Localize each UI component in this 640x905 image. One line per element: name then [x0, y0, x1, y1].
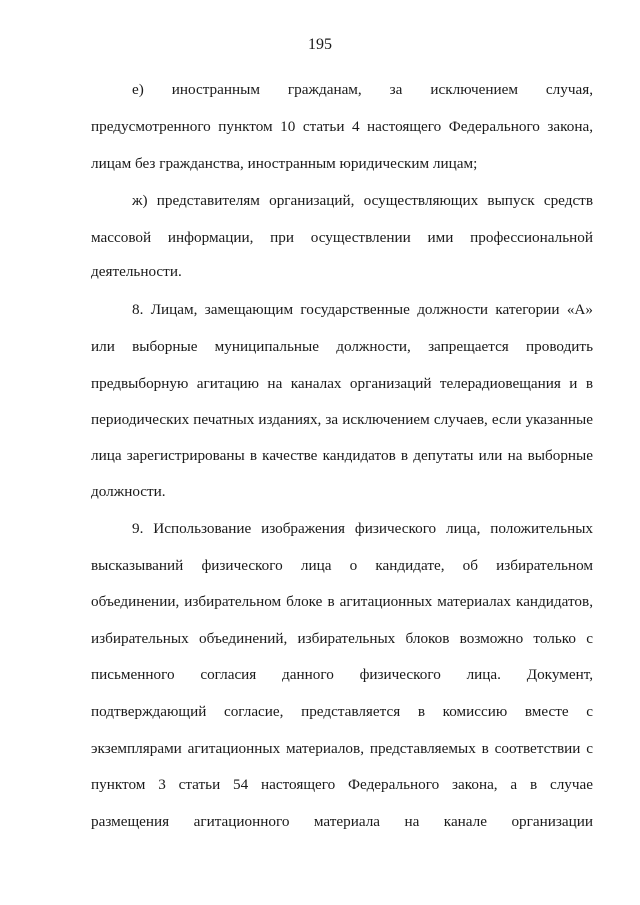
text-line: объединении, избирательном блоке в агитационных материалах кандидатов, — [91, 593, 593, 610]
text-line: экземплярами агитационных материалов, представляемых в соответствии с — [91, 740, 593, 757]
text-line: пунктом 3 статьи 54 настоящего Федерального закона, а в случае — [91, 776, 593, 793]
text-line: или выборные муниципальные должности, запрещается проводить — [91, 338, 593, 355]
text-line: высказываний физического лица о кандидате, об избирательном — [91, 557, 593, 574]
text-line: лицам без гражданства, иностранным юридическим лицам; — [91, 155, 478, 172]
text-line: е) иностранным гражданам, за исключением случая, — [132, 81, 593, 98]
page-number: 195 — [308, 36, 332, 53]
text-line: деятельности. — [91, 263, 182, 280]
text-line: письменного согласия данного физического лица. Документ, — [91, 666, 593, 683]
text-line: периодических печатных изданиях, за исключением случаев, если указанные — [91, 411, 593, 428]
text-line: предусмотренного пунктом 10 статьи 4 настоящего Федерального закона, — [91, 118, 593, 135]
text-line: избирательных объединений, избирательных блоков возможно только с — [91, 630, 593, 647]
text-line: лица зарегистрированы в качестве кандидатов в депутаты или на выборные — [91, 447, 593, 464]
text-line: размещения агитационного материала на канале организации — [91, 813, 593, 830]
text-line: подтверждающий согласие, представляется в комиссию вместе с — [91, 703, 593, 720]
text-line: предвыборную агитацию на каналах организаций телерадиовещания и в — [91, 375, 593, 392]
text-line: должности. — [91, 483, 166, 500]
text-line: 8. Лицам, замещающим государственные должности категории «А» — [132, 301, 593, 318]
text-line: массовой информации, при осуществлении ими профессиональной — [91, 229, 593, 246]
text-line: 9. Использование изображения физического лица, положительных — [132, 520, 593, 537]
text-line: ж) представителям организаций, осуществляющих выпуск средств — [132, 192, 593, 209]
